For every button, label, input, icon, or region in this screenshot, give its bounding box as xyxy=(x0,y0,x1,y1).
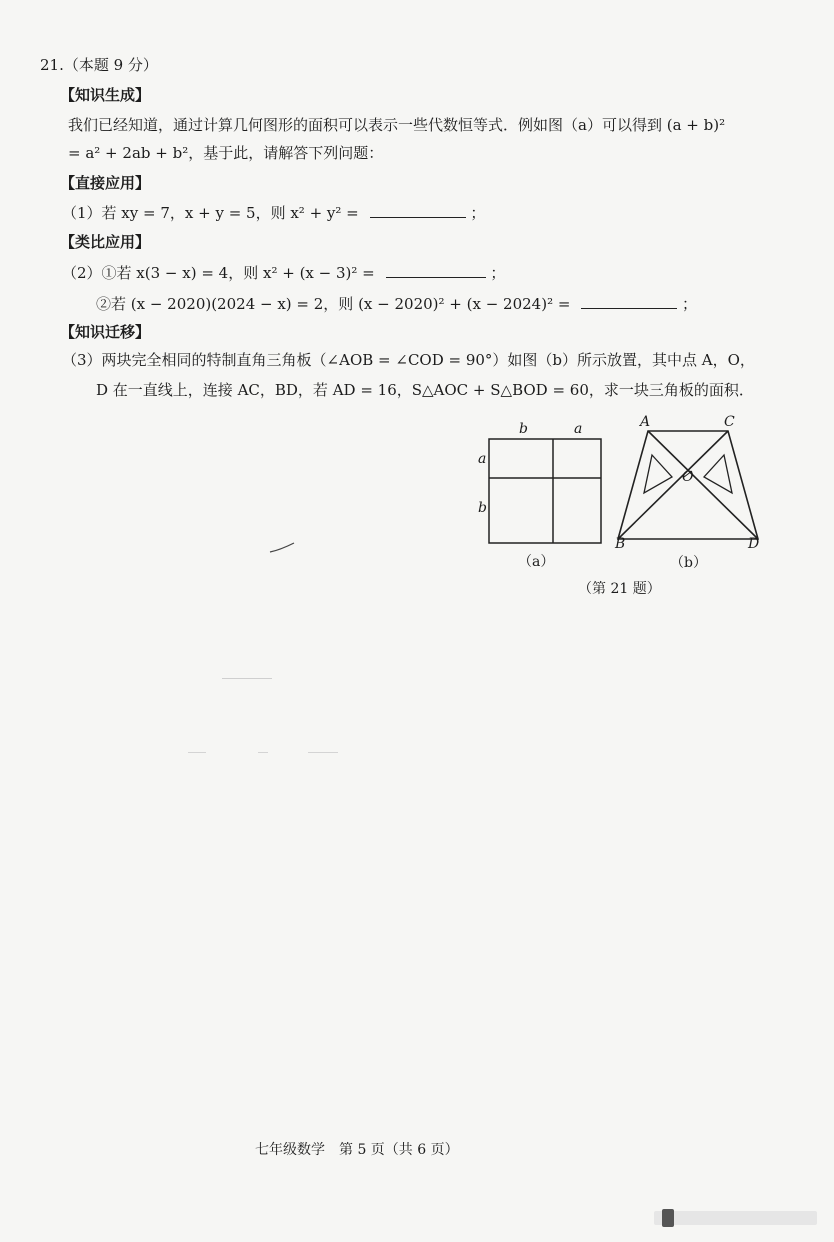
intro-line-1 xyxy=(68,115,725,135)
question-1-end: ； xyxy=(470,204,486,222)
answer-blank-2a[interactable] xyxy=(386,263,486,278)
figure-b-point-a: A xyxy=(640,414,651,430)
figure-b-point-b: B xyxy=(615,536,626,552)
figure-b-triangles xyxy=(614,425,764,547)
question-header: 21.（本题 9 分） xyxy=(40,56,158,74)
figure-b-point-c: C xyxy=(724,414,735,430)
pencil-mark xyxy=(268,540,298,556)
answer-blank-2b[interactable] xyxy=(581,294,677,309)
faint-mark-3 xyxy=(258,752,268,753)
figure-caption: （第 21 题） xyxy=(578,581,661,597)
figure-a-caption: （a） xyxy=(518,554,555,570)
horizontal-scrollbar[interactable] xyxy=(654,1211,817,1225)
question-1-text: （1）若 xy = 7，x + y = 5，则 x² + y² = xyxy=(62,204,359,222)
faint-mark-4 xyxy=(308,752,338,753)
question-3-line-2: D 在一直线上，连接 AC，BD，若 AD = 16，S△AOC + S△BOD = 60，求一块三角板的面积． xyxy=(96,381,754,399)
figure-a-top-label-b: b xyxy=(519,421,528,437)
section-direct: 【直接应用】 xyxy=(60,174,151,192)
question-2b-end: ； xyxy=(681,295,697,313)
intro-line-1-text: 我们已经知道，通过计算几何图形的面积可以表示一些代数恒等式．例如图（a）可以得到 (a + b)² xyxy=(68,116,726,134)
section-analogy: 【类比应用】 xyxy=(60,233,151,251)
question-2a-text: （2）①若 x(3 − x) = 4，则 x² + (x − 3)² = xyxy=(62,264,375,282)
question-2b xyxy=(96,294,697,314)
figure-a-side-label-a: a xyxy=(478,451,487,467)
intro-line-2 xyxy=(68,143,383,163)
figure-b-point-d: D xyxy=(748,536,760,552)
figure-a-square xyxy=(488,438,602,544)
faint-mark-1 xyxy=(222,678,272,679)
figure-a-top-label-a: a xyxy=(574,421,583,437)
question-1 xyxy=(62,203,485,223)
question-2a-end: ； xyxy=(490,264,506,282)
question-2b-text: ②若 (x − 2020)(2024 − x) = 2，则 (x − 2020)² + (x − 2024)² = xyxy=(96,295,571,313)
faint-mark-2 xyxy=(188,752,206,753)
page-footer: 七年级数学 第 5 页（共 6 页） xyxy=(255,1142,459,1158)
question-2a xyxy=(62,263,505,283)
figure-a-side-label-b: b xyxy=(478,500,487,516)
section-transfer: 【知识迁移】 xyxy=(60,323,151,341)
answer-blank-1[interactable] xyxy=(370,203,466,218)
figure-b-caption: （b） xyxy=(670,555,707,571)
figure-b-point-o: O xyxy=(682,469,694,485)
intro-line-2-text: = a² + 2ab + b²，基于此，请解答下列问题： xyxy=(68,144,384,162)
section-knowledge: 【知识生成】 xyxy=(60,86,151,104)
scrollbar-thumb[interactable] xyxy=(662,1209,674,1227)
question-3-line-1: （3）两块完全相同的特制直角三角板（∠AOB = ∠COD = 90°）如图（b）所示放置，其中点 A，O， xyxy=(62,351,755,369)
